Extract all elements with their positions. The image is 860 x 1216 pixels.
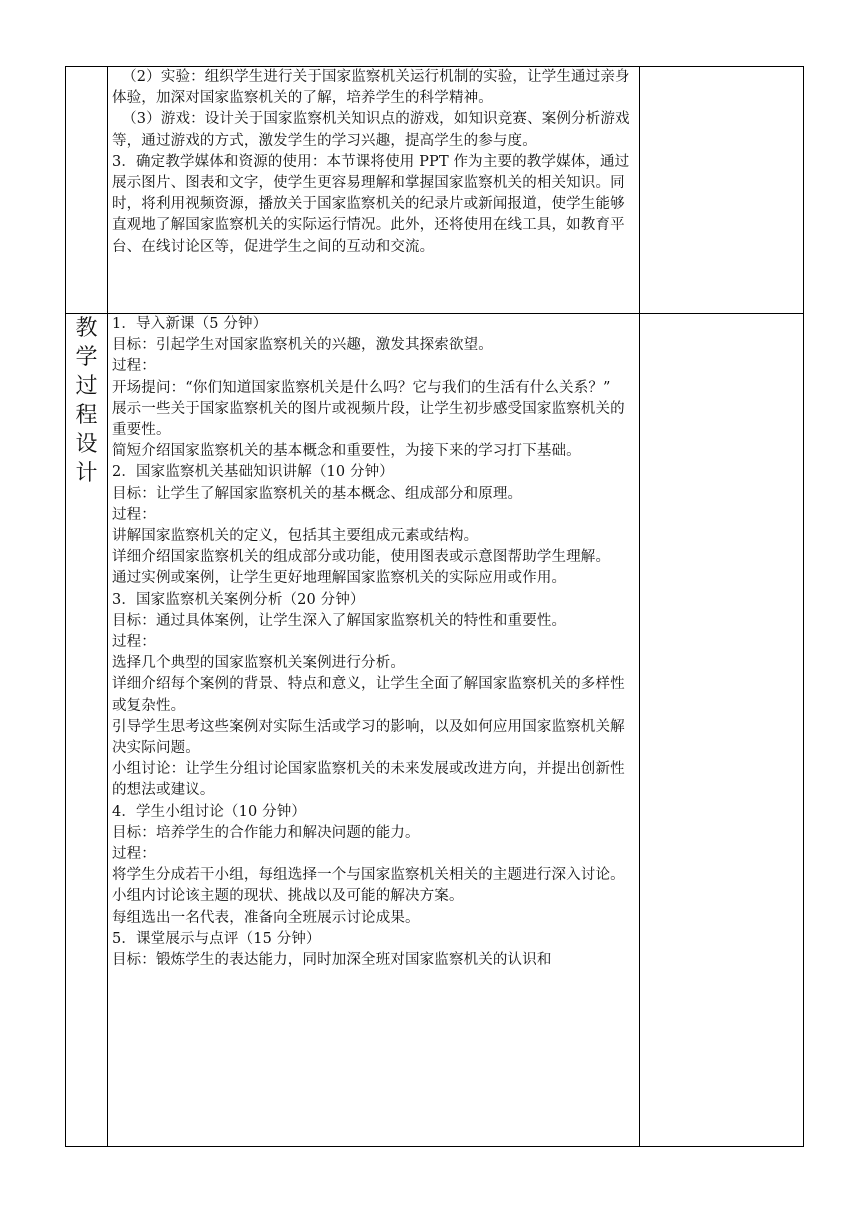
content-text: [108, 314, 639, 971]
line: 2．国家监察机关基础知识讲解（10 分钟）: [112, 464, 394, 481]
line: 讲解国家监察机关的定义，包括其主要组成元素或结构。: [112, 528, 479, 545]
section-label-cell: [66, 314, 108, 1147]
line: 1．导入新课（5 分钟）: [112, 316, 268, 332]
line: 简短介绍国家监察机关的基本概念和重要性，为接下来的学习打下基础。: [112, 443, 581, 460]
line: 选择几个典型的国家监察机关案例进行分析。: [112, 655, 405, 672]
line: 目标：让学生了解国家监察机关的基本概念、组成部分和原理。: [112, 485, 523, 502]
section-label: [66, 314, 107, 488]
paragraph: （3）游戏：设计关于国家监察机关知识点的游戏，如知识竞赛、案例分析游戏等，通过游戏的方式，激发学生的学习兴趣，提高学生的参与度。: [112, 111, 630, 149]
line: 详细介绍国家监察机关的组成部分或功能，使用图表或示意图帮助学生理解。: [112, 549, 611, 566]
table-row: [66, 314, 804, 1147]
label-cell-empty: [66, 67, 108, 314]
content-cell: [108, 67, 640, 314]
line: 展示一些关于国家监察机关的图片或视频片段，让学生初步感受国家监察机关的重要性。: [112, 400, 625, 439]
label-char: 设: [75, 432, 98, 457]
line: 目标：引起学生对国家监察机关的兴趣，激发其探索欲望。: [112, 337, 493, 354]
label-char: 教: [75, 316, 98, 341]
line: 详细介绍每个案例的背景、特点和意义，让学生全面了解国家监察机关的多样性或复杂性。: [112, 676, 625, 714]
line: 3．国家监察机关案例分析（20 分钟）: [112, 591, 365, 608]
content-text: [108, 67, 639, 258]
line: 目标：通过具体案例，让学生深入了解国家监察机关的特性和重要性。: [112, 612, 567, 629]
line: 小组讨论：让学生分组讨论国家监察机关的未来发展或改进方向，并提出创新性的想法或建议。: [112, 761, 625, 799]
content-cell: [108, 314, 640, 1147]
label-char: 程: [75, 403, 98, 428]
notes-cell: [640, 314, 804, 1147]
line: 开场提问：“你们知道国家监察机关是什么吗？它与我们的生活有什么关系？”: [112, 379, 611, 396]
paragraph: （2）实验：组织学生进行关于国家监察机关运行机制的实验，让学生通过亲身体验，加深对国家监察机关的了解，培养学生的科学精神。: [112, 69, 630, 107]
line: 小组内讨论该主题的现状、挑战以及可能的解决方案。: [112, 888, 464, 905]
label-char: 计: [75, 461, 98, 486]
notes-cell: [640, 67, 804, 314]
line: 过程：: [112, 506, 156, 523]
line: 引导学生思考这些案例对实际生活或学习的影响，以及如何应用国家监察机关解决实际问题。: [112, 718, 625, 757]
line: 过程：: [112, 846, 156, 863]
line: 5．课堂展示与点评（15 分钟）: [112, 930, 321, 947]
line: 目标：培养学生的合作能力和解决问题的能力。: [112, 824, 420, 841]
label-char: 学: [75, 345, 98, 370]
table-row: [66, 67, 804, 314]
line: 4．学生小组讨论（10 分钟）: [112, 803, 307, 820]
lesson-plan-table: [65, 66, 804, 1147]
line: 过程：: [112, 634, 156, 651]
line: 将学生分成若干小组，每组选择一个与国家监察机关相关的主题进行深入讨论。: [112, 867, 625, 884]
line: 每组选出一名代表，准备向全班展示讨论成果。: [112, 909, 420, 926]
line: 通过实例或案例，让学生更好地理解国家监察机关的实际应用或作用。: [112, 570, 567, 587]
line: 过程：: [112, 358, 156, 375]
line: 目标：锻炼学生的表达能力，同时加深全班对国家监察机关的认识和: [112, 952, 552, 969]
label-char: 过: [75, 374, 98, 399]
paragraph: 3．确定教学媒体和资源的使用：本节课将使用 PPT 作为主要的教学媒体，通过展示图片、图表和文字，使学生更容易理解和掌握国家监察机关的相关知识。同时，将利用视频资源，播放关于国家监察机关的纪录片或新闻报道，使学生能够直观地了解国家监察机关的实际运行情况。此外，还将使用在线工具，如教育平台、在线讨论区等，促进学生之间的互动和交流。: [112, 153, 630, 255]
